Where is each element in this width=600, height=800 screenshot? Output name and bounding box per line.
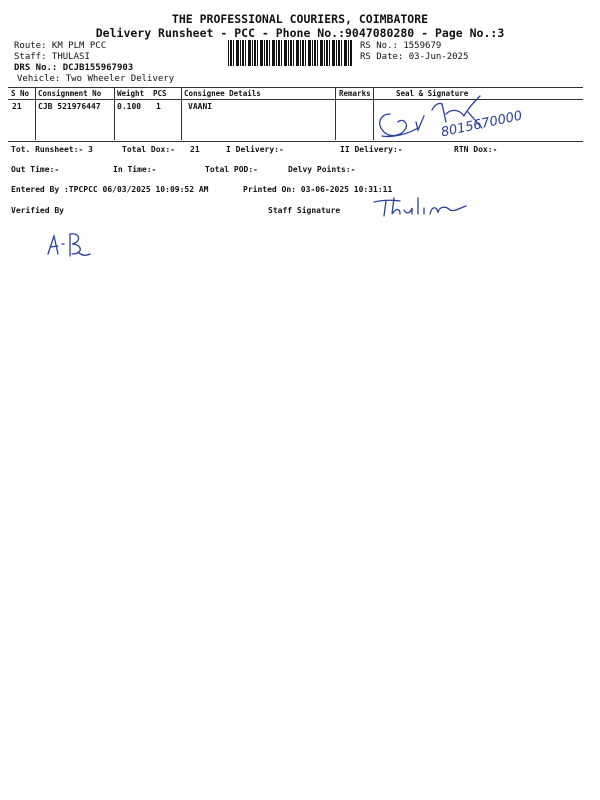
vehicle-label: Vehicle: Two Wheeler Delivery xyxy=(17,74,175,84)
header-seal: Seal & Signature xyxy=(396,89,469,98)
total-dox-value: 21 xyxy=(190,145,200,154)
cell-weight: 0.100 xyxy=(117,102,142,111)
drs-number: DRS No.: DCJB155967903 xyxy=(14,63,134,73)
in-time: In Time:- xyxy=(113,165,157,174)
col-divider xyxy=(181,87,182,140)
runsheet-subtitle: Delivery Runsheet - PCC - Phone No.:9047080280 - Page No.:3 xyxy=(95,26,505,40)
seal-number: 8015670000 xyxy=(439,108,524,141)
staff-signature xyxy=(370,196,470,220)
col-divider xyxy=(335,87,336,140)
receiver-signature xyxy=(372,92,542,142)
barcode xyxy=(228,40,352,66)
col-divider xyxy=(114,87,115,140)
cell-sno: 21 xyxy=(12,102,22,111)
header-sno: S No xyxy=(11,89,30,98)
total-pod: Total POD:- xyxy=(205,165,258,174)
rs-date: RS Date: 03-Jun-2025 xyxy=(360,52,469,62)
company-name: THE PROFESSIONAL COURIERS, COIMBATORE xyxy=(171,12,429,26)
total-runsheet: Tot. Runsheet:- 3 xyxy=(11,145,93,154)
header-consignee: Consignee Details xyxy=(184,89,261,98)
printed-on: Printed On: 03-06-2025 10:31:11 xyxy=(243,185,393,194)
header-consignment: Consignment No xyxy=(38,89,102,98)
staff-label: Staff: THULASI xyxy=(14,52,90,62)
delvy-points: Delvy Points:- xyxy=(288,165,356,174)
cell-consignee: VAANI xyxy=(188,102,213,111)
cell-pcs: 1 xyxy=(156,102,161,111)
col-divider xyxy=(35,87,36,140)
rs-number: RS No.: 1559679 xyxy=(360,41,442,51)
header-weight: Weight xyxy=(117,89,145,98)
header-pcs: PCS xyxy=(153,89,167,98)
out-time: Out Time:- xyxy=(11,165,60,174)
total-dox-label: Total Dox:- xyxy=(122,145,175,154)
verifier-initials xyxy=(44,230,94,260)
i-delivery: I Delivery:- xyxy=(226,145,284,154)
entered-by: Entered By :TPCPCC 06/03/2025 10:09:52 AM xyxy=(11,185,209,194)
rtn-dox: RTN Dox:- xyxy=(454,145,498,154)
ii-delivery: II Delivery:- xyxy=(340,145,403,154)
route-label: Route: KM PLM PCC xyxy=(14,41,107,51)
header-remarks: Remarks xyxy=(339,89,371,98)
cell-consignment: CJB 521976447 xyxy=(38,102,101,111)
staff-signature-label: Staff Signature xyxy=(268,206,341,215)
verified-by: Verified By xyxy=(11,206,64,215)
